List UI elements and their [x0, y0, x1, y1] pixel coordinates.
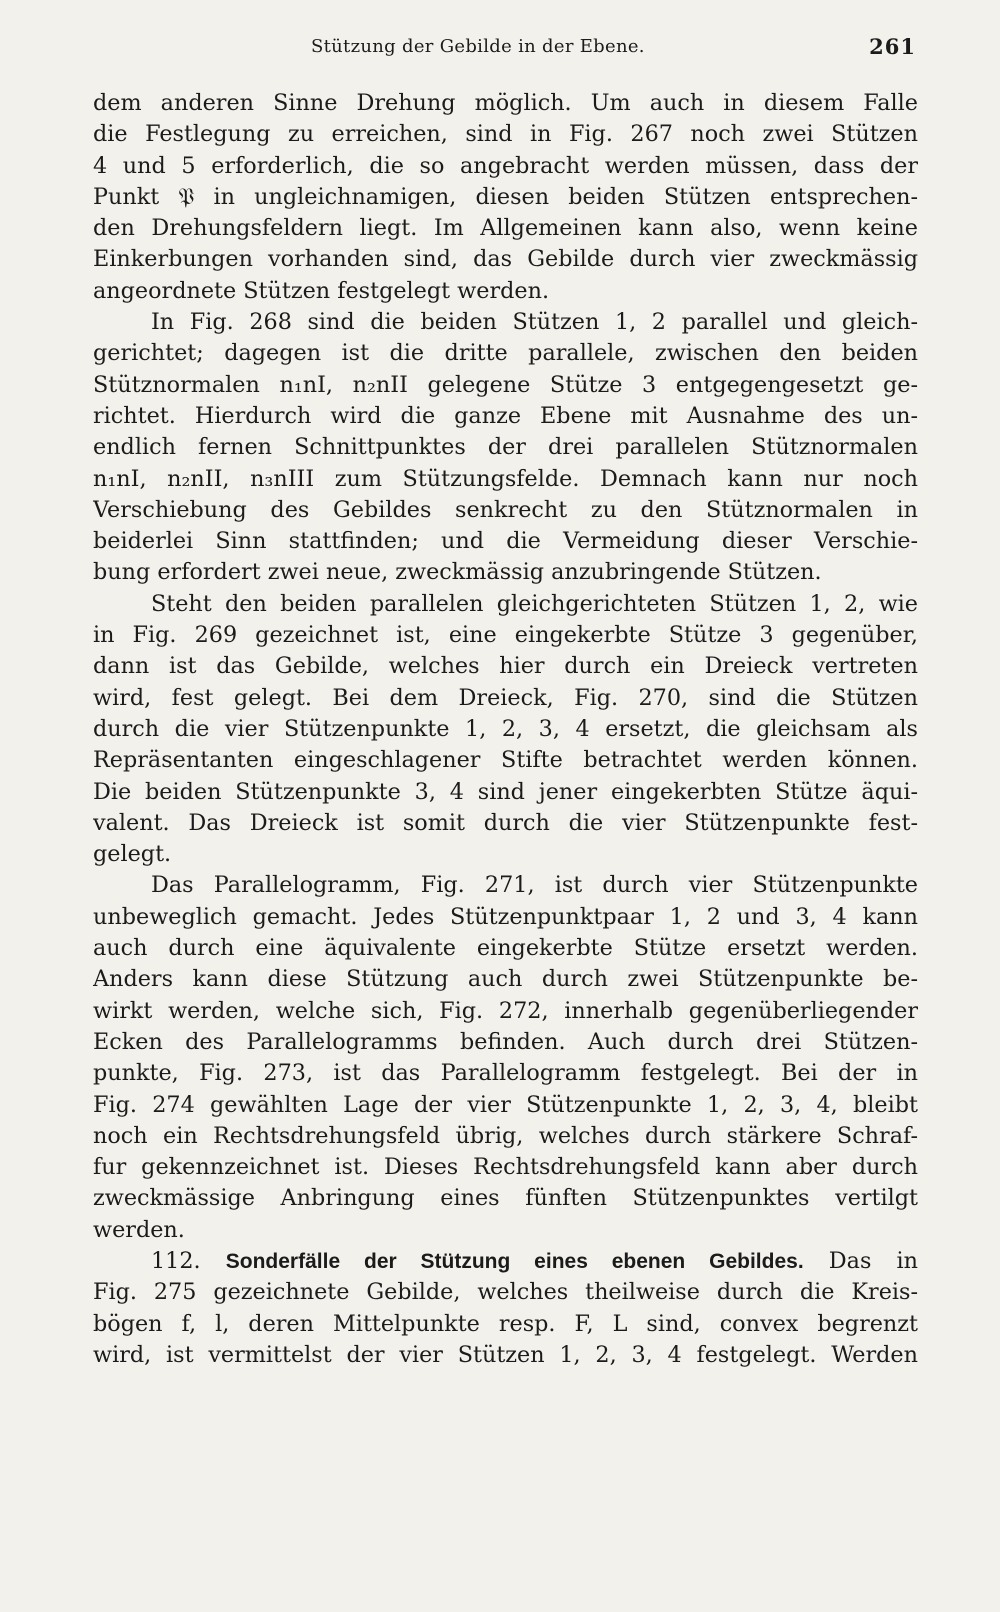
text-line: Stütznormalen n₁nI, n₂nII gelegene Stütze 3 entgegengesetzt ge- [93, 371, 918, 398]
section-number: 112. [151, 1247, 226, 1274]
text-line: gerichtet; dagegen ist die dritte parallele, zwischen den beiden [93, 340, 918, 367]
text-line: Die beiden Stützenpunkte 3, 4 sind jener eingekerbten Stütze äqui- [93, 778, 918, 805]
text-line: werden. [93, 1216, 185, 1243]
text-line: Punkt 𝔓 in ungleichnamigen, diesen beiden Stützen entsprechen- [93, 183, 918, 210]
text-line: den Drehungsfeldern liegt. Im Allgemeinen kann also, wenn keine [93, 215, 918, 242]
text-line: valent. Das Dreieck ist somit durch die vier Stützenpunkte fest- [93, 809, 918, 836]
text-line: Verschiebung des Gebildes senkrecht zu den Stütznormalen in [93, 496, 918, 523]
text-line: 4 und 5 erforderlich, die so angebracht werden müssen, dass der [93, 152, 918, 179]
text-line: auch durch eine äquivalente eingekerbte Stütze ersetzt werden. [93, 935, 918, 962]
text-line: wird, ist vermittelst der vier Stützen 1, 2, 3, 4 festgelegt. Werden [93, 1341, 918, 1368]
text-line: noch ein Rechtsdrehungsfeld übrig, welches durch stärkere Schraf- [93, 1122, 918, 1149]
text-line: beiderlei Sinn stattfinden; und die Vermeidung dieser Verschie- [93, 528, 918, 555]
text-line: zweckmässige Anbringung eines fünften Stützenpunktes vertilgt [93, 1185, 918, 1212]
body-text [93, 88, 918, 1371]
text-line: gelegt. [93, 841, 172, 868]
text-line: unbeweglich gemacht. Jedes Stützenpunktpaar 1, 2 und 3, 4 kann [93, 903, 918, 930]
text-line: n₁nI, n₂nII, n₃nIII zum Stützungsfelde. Demnach kann nur noch [93, 465, 918, 492]
text-line: Ecken des Parallelogramms befinden. Auch durch drei Stützen- [93, 1028, 918, 1055]
section-lead-rest: Das in [828, 1247, 918, 1274]
text-line: dem anderen Sinne Drehung möglich. Um auch in diesem Falle [93, 90, 918, 116]
page-number: 261 [869, 34, 916, 59]
text-line: durch die vier Stützenpunkte 1, 2, 3, 4 ersetzt, die gleichsam als [93, 715, 918, 742]
text-line: Einkerbungen vorhanden sind, das Gebilde durch vier zweckmässig [93, 246, 918, 273]
text-line: Fig. 275 gezeichnete Gebilde, welches theilweise durch die Kreis- [93, 1279, 918, 1306]
text-line: In Fig. 268 sind die beiden Stützen 1, 2 parallel und gleich- [151, 309, 918, 336]
text-line: dann ist das Gebilde, welches hier durch ein Dreieck vertreten [93, 653, 918, 680]
section-heading: Sonderfälle der Stützung eines ebenen Gebildes. [225, 1249, 804, 1273]
running-head [96, 30, 916, 70]
text-line: die Festlegung zu erreichen, sind in Fig. 267 noch zwei Stützen [93, 121, 918, 148]
text-line: in Fig. 269 gezeichnet ist, eine eingekerbte Stütze 3 gegenüber, [93, 622, 918, 649]
text-line: endlich fernen Schnittpunktes der drei parallelen Stütznormalen [93, 434, 918, 461]
text-line: Das Parallelogramm, Fig. 271, ist durch vier Stützenpunkte [151, 872, 918, 899]
text-line: fur gekennzeichnet ist. Dieses Rechtsdrehungsfeld kann aber durch [93, 1154, 918, 1181]
text-line: richtet. Hierdurch wird die ganze Ebene mit Ausnahme des un- [93, 402, 918, 429]
text-line: Repräsentanten eingeschlagener Stifte betrachtet werden können. [93, 747, 918, 774]
text-line: Steht den beiden parallelen gleichgerichteten Stützen 1, 2, wie [151, 590, 918, 617]
text-line: Anders kann diese Stützung auch durch zwei Stützenpunkte be- [93, 966, 918, 993]
running-title: Stützung der Gebilde in der Ebene. [311, 36, 645, 57]
text-line: bögen f, l, deren Mittelpunkte resp. F, L sind, convex begrenzt [93, 1310, 918, 1337]
text-line: wirkt werden, welche sich, Fig. 272, innerhalb gegenüberliegender [93, 997, 918, 1024]
text-line: angeordnete Stützen festgelegt werden. [93, 277, 550, 304]
section-heading-line [93, 1246, 918, 1277]
text-line: Fig. 274 gewählten Lage der vier Stützenpunkte 1, 2, 3, 4, bleibt [93, 1091, 918, 1118]
text-line: bung erfordert zwei neue, zweckmässig anzubringende Stützen. [93, 559, 822, 586]
text-line: wird, fest gelegt. Bei dem Dreieck, Fig. 270, sind die Stützen [93, 684, 918, 711]
text-line: punkte, Fig. 273, ist das Parallelogramm festgelegt. Bei der in [93, 1060, 918, 1087]
